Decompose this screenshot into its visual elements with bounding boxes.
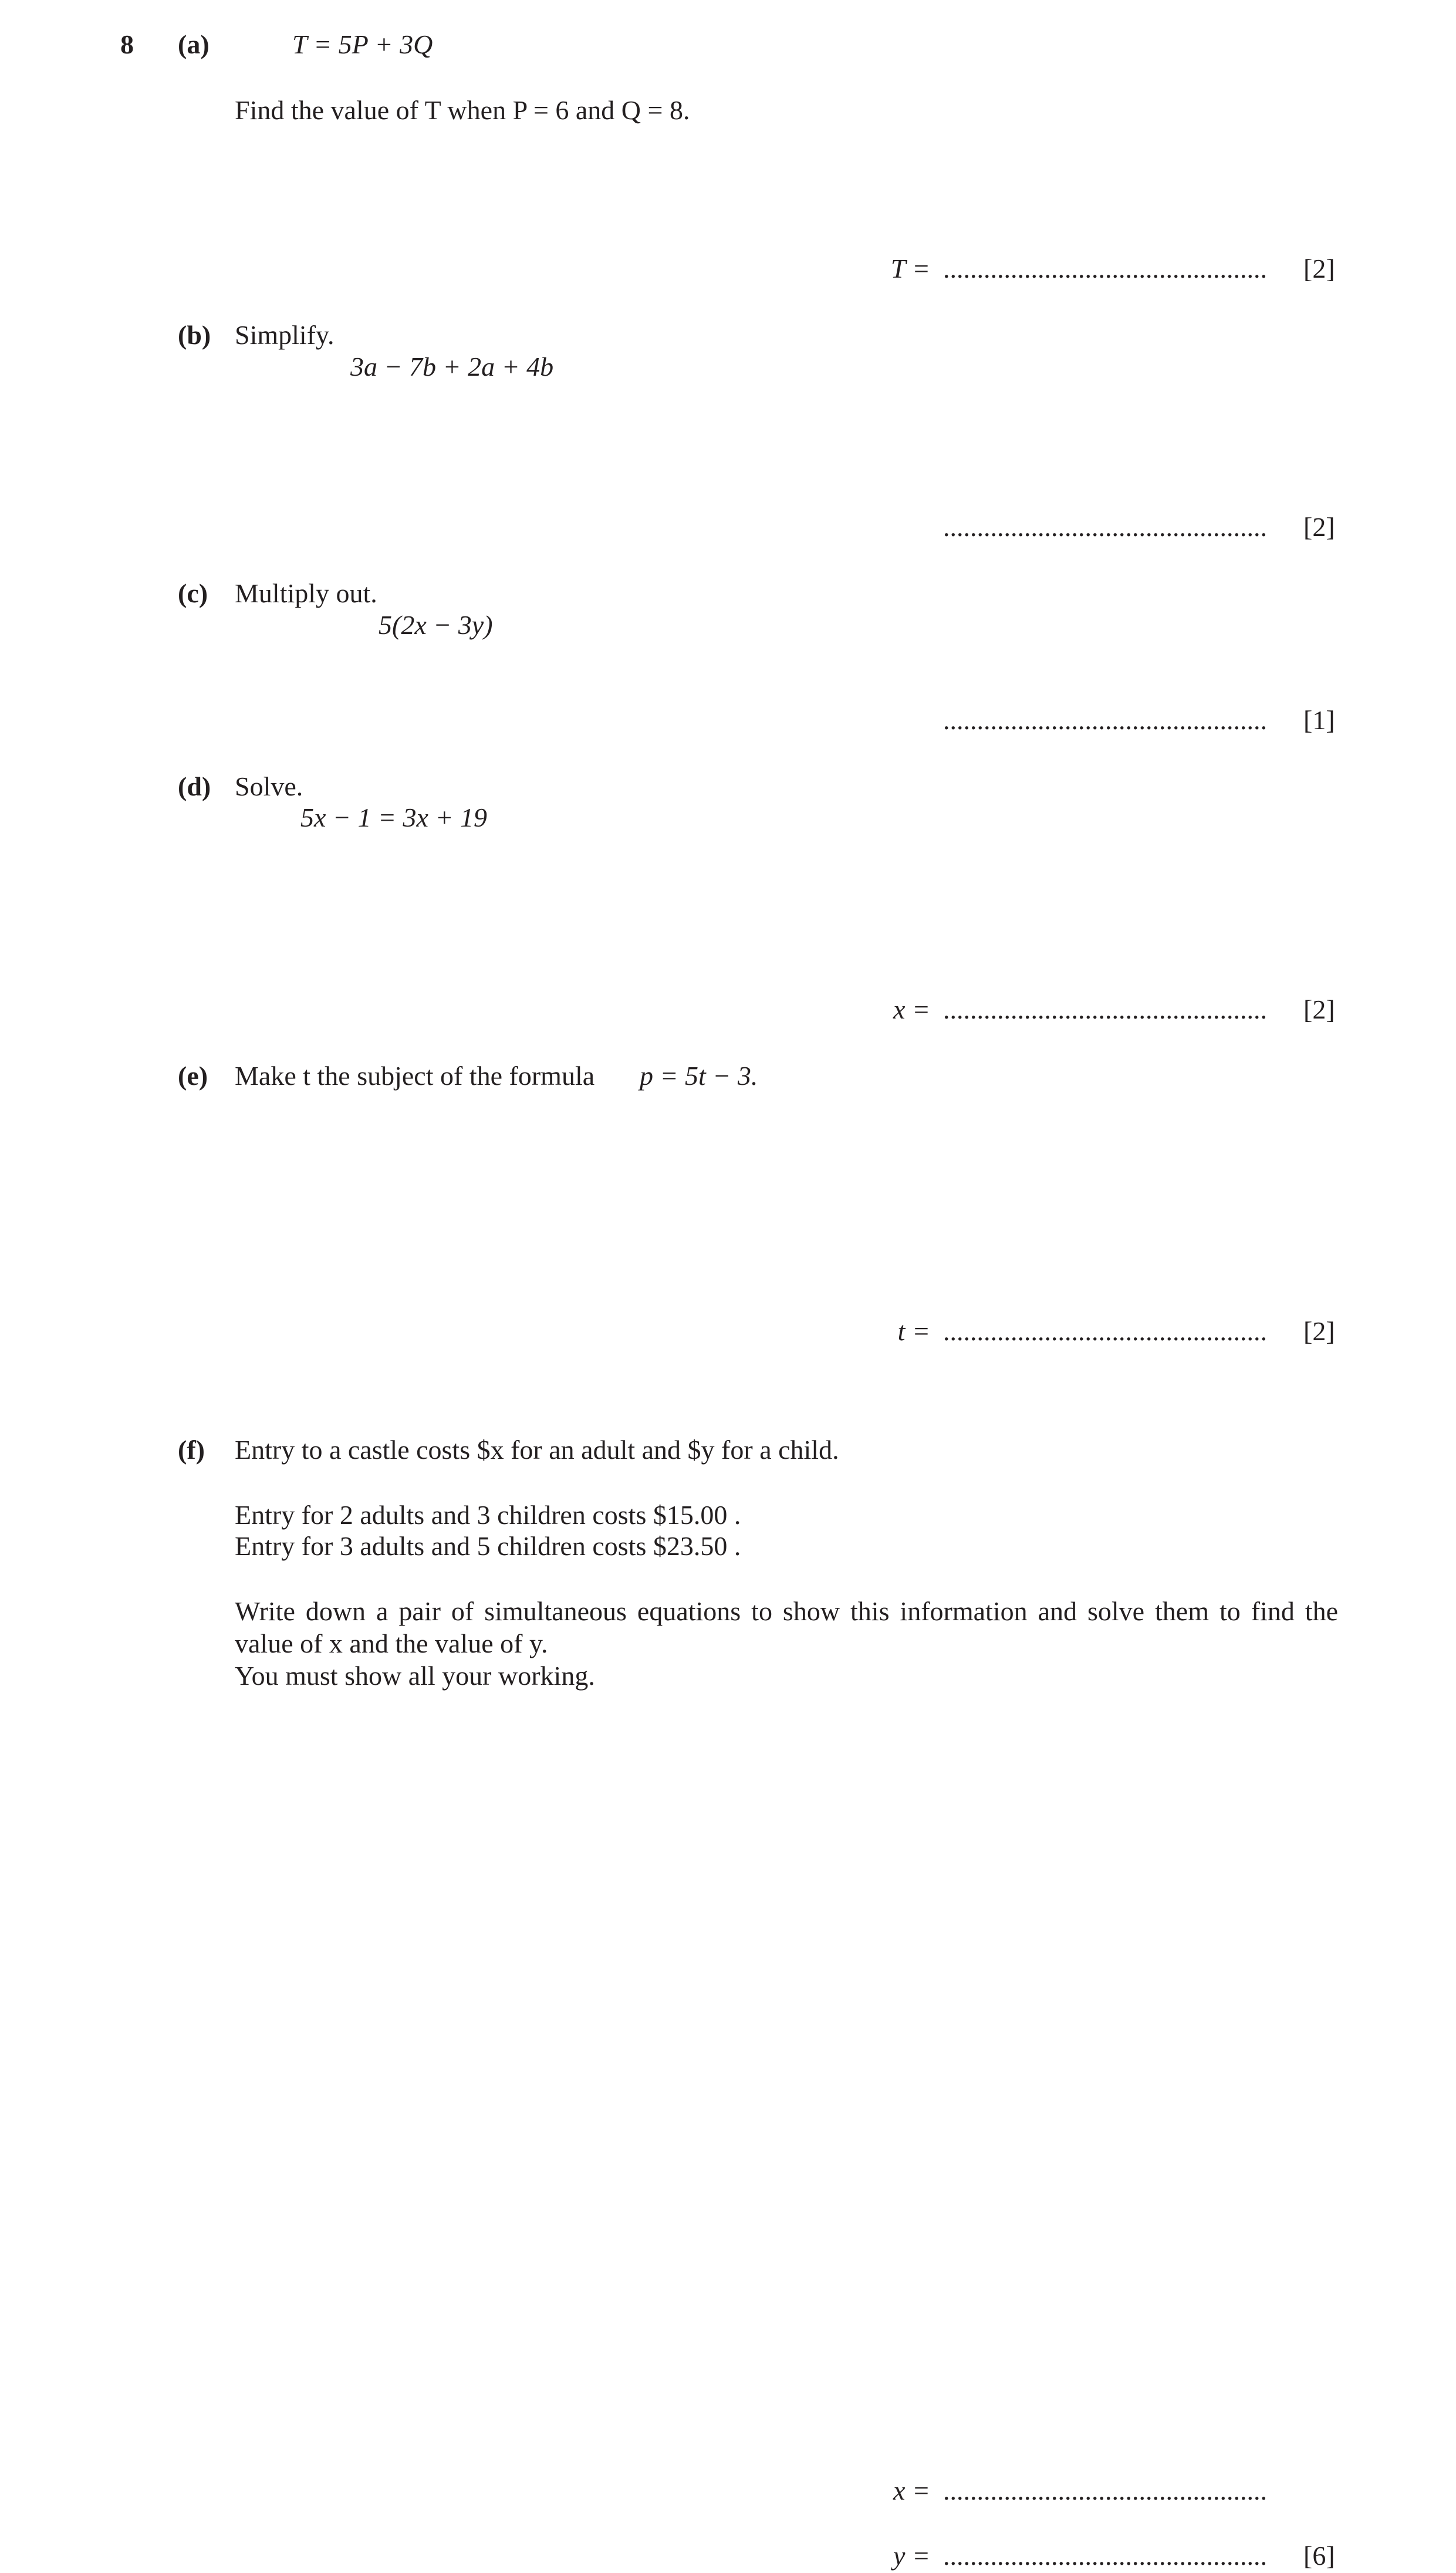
part-f-label: (f): [178, 1435, 205, 1465]
part-c-expression: 5(2x − 3y): [379, 610, 493, 640]
part-f-line-3: Entry for 3 adults and 5 children costs $23.50 .: [235, 1531, 741, 1561]
part-e-marks: [2]: [1303, 1316, 1335, 1346]
part-a-answer-line[interactable]: ................................................: [943, 254, 1267, 284]
part-c-answer-line[interactable]: ................................................: [943, 705, 1267, 735]
part-c-instruction: Multiply out.: [235, 578, 377, 608]
part-f-answer-y-line[interactable]: ................................................: [943, 2541, 1267, 2571]
part-d-marks: [2]: [1303, 994, 1335, 1024]
part-d-instruction: Solve.: [235, 771, 303, 801]
part-f-line-5: You must show all your working.: [235, 1661, 595, 1691]
part-b-expression: 3a − 7b + 2a + 4b: [350, 352, 554, 382]
part-f-line-2: Entry for 2 adults and 3 children costs $15.00 .: [235, 1500, 741, 1530]
part-b-label: (b): [178, 320, 211, 350]
part-e-label: (e): [178, 1061, 208, 1091]
part-d-answer-row: [893, 993, 1339, 1026]
part-f-answer-x-label: x =: [893, 2476, 930, 2505]
part-a-marks: [2]: [1303, 254, 1335, 284]
part-e-answer-row: [898, 1315, 1339, 1347]
part-b-answer-row: [930, 511, 1339, 543]
part-d-expression: 5x − 1 = 3x + 19: [300, 802, 487, 832]
question-number: 8: [120, 29, 134, 59]
part-c-label: (c): [178, 578, 208, 608]
part-d-label: (d): [178, 771, 211, 801]
part-d-answer-label: x =: [893, 994, 930, 1024]
part-e-answer-label: t =: [897, 1316, 930, 1346]
part-a-prompt: Find the value of T when P = 6 and Q = 8.: [235, 95, 690, 125]
part-f-answer-x-row: [893, 2474, 1339, 2507]
part-a-answer-row: [891, 252, 1339, 285]
part-c-answer-row: [930, 704, 1339, 736]
part-a-answer-label: T =: [890, 254, 930, 284]
part-b-instruction: Simplify.: [235, 320, 335, 350]
part-e-instruction: Make t the subject of the formula: [235, 1061, 595, 1091]
part-c-marks: [1]: [1303, 705, 1335, 735]
part-f-answer-y-label: y =: [893, 2541, 930, 2571]
part-a-label: (a): [178, 29, 210, 59]
part-f-marks: [6]: [1303, 2541, 1335, 2571]
part-e-formula: p = 5t − 3.: [640, 1061, 758, 1091]
part-f-answer-y-row: [893, 2540, 1339, 2572]
part-d-answer-line[interactable]: ................................................: [943, 994, 1267, 1024]
part-a-formula: T = 5P + 3Q: [292, 29, 433, 59]
part-f-line-4: Write down a pair of simultaneous equations to show this information and solve them to find the value of x and the value of y.: [235, 1596, 1338, 1658]
part-b-answer-line[interactable]: ................................................: [943, 512, 1267, 542]
part-f-line-1: Entry to a castle costs $x for an adult and $y for a child.: [235, 1435, 839, 1465]
part-e-answer-line[interactable]: ................................................: [943, 1316, 1267, 1346]
part-f-answer-x-line[interactable]: ................................................: [943, 2476, 1267, 2505]
part-b-marks: [2]: [1303, 512, 1335, 542]
